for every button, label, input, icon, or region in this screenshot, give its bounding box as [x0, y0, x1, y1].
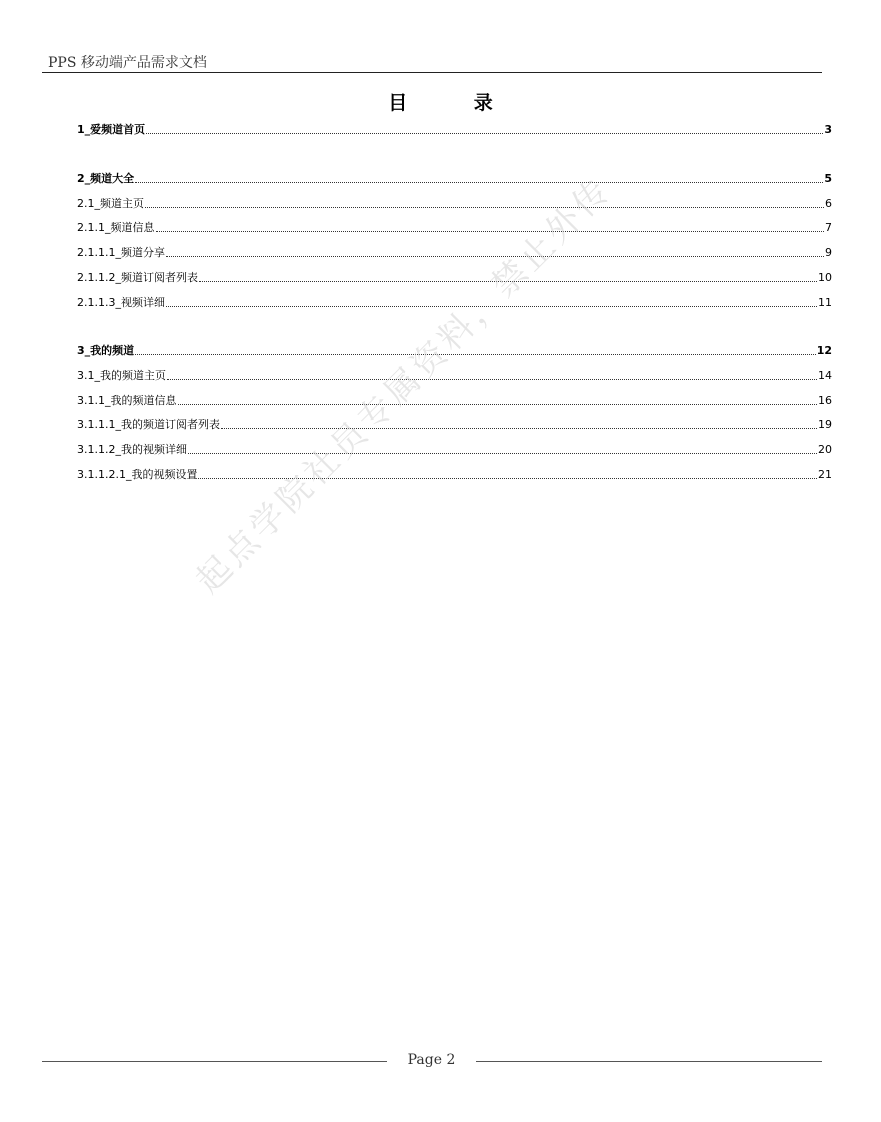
toc-entry-label: 2.1_频道主页 — [77, 197, 144, 210]
header-divider — [42, 72, 822, 73]
watermark-text: 起点学院社员专属资料，禁止外传 — [188, 169, 620, 602]
toc-entry[interactable] — [77, 219, 832, 235]
toc-entry-page: 9 — [825, 246, 832, 259]
toc-entry-label: 3.1.1.1_我的频道订阅者列表 — [77, 418, 220, 431]
toc-entry[interactable] — [77, 170, 832, 186]
toc-title: 目 录 — [388, 92, 523, 114]
toc-entry-page: 11 — [818, 296, 832, 309]
toc-entry-page: 10 — [818, 271, 832, 284]
toc-entry-page: 12 — [816, 344, 832, 357]
footer-page-number: Page 2 — [407, 1052, 456, 1068]
toc-entry-label: 2.1.1.3_视频详细 — [77, 296, 165, 309]
toc-entry[interactable] — [77, 367, 832, 383]
toc-entry-page: 14 — [818, 369, 832, 382]
toc-entry[interactable] — [77, 121, 832, 137]
toc-dot-leader — [221, 428, 817, 429]
toc-dot-leader — [135, 182, 823, 183]
toc-entry-page: 16 — [818, 394, 832, 407]
toc-entry-label: 2_频道大全 — [77, 172, 135, 185]
toc-entry-label: 3.1.1.2.1_我的视频设置 — [77, 468, 198, 481]
toc-entry-label: 2.1.1.1_频道分享 — [77, 246, 165, 259]
toc-entry-label: 3.1.1.2_我的视频详细 — [77, 443, 187, 456]
toc-dot-leader — [188, 453, 817, 454]
toc-entry[interactable] — [77, 244, 832, 260]
toc-entry-label: 3.1_我的频道主页 — [77, 369, 166, 382]
toc-dot-leader — [146, 133, 823, 134]
toc-entry-page: 7 — [825, 221, 832, 234]
toc-entry-page: 5 — [824, 172, 832, 185]
toc-dot-leader — [178, 404, 818, 405]
toc-entry-label: 2.1.1_频道信息 — [77, 221, 155, 234]
toc-entry-page: 3 — [824, 123, 832, 136]
toc-entry-page: 6 — [825, 197, 832, 210]
toc-entry[interactable] — [77, 195, 832, 211]
toc-entry[interactable] — [77, 392, 832, 408]
toc-entry[interactable] — [77, 466, 832, 482]
toc-entry[interactable] — [77, 416, 832, 432]
toc-entry[interactable] — [77, 269, 832, 285]
toc-entry-page: 20 — [818, 443, 832, 456]
toc-entry-page: 19 — [818, 418, 832, 431]
toc-entry-label: 2.1.1.2_频道订阅者列表 — [77, 271, 198, 284]
toc-dot-leader — [156, 231, 825, 232]
toc-entry-label: 1_爱频道首页 — [77, 123, 146, 136]
toc-dot-leader — [135, 354, 816, 355]
footer-divider-left — [42, 1061, 387, 1062]
toc-entry-label: 3_我的频道 — [77, 344, 135, 357]
toc-entry-label: 3.1.1_我的频道信息 — [77, 394, 177, 407]
document-header-title: PPS 移动端产品需求文档 — [48, 55, 207, 71]
toc-dot-leader — [145, 207, 824, 208]
toc-dot-leader — [167, 379, 817, 380]
footer-divider-right — [476, 1061, 822, 1062]
toc-entry-page: 21 — [818, 468, 832, 481]
toc-entry[interactable] — [77, 441, 832, 457]
